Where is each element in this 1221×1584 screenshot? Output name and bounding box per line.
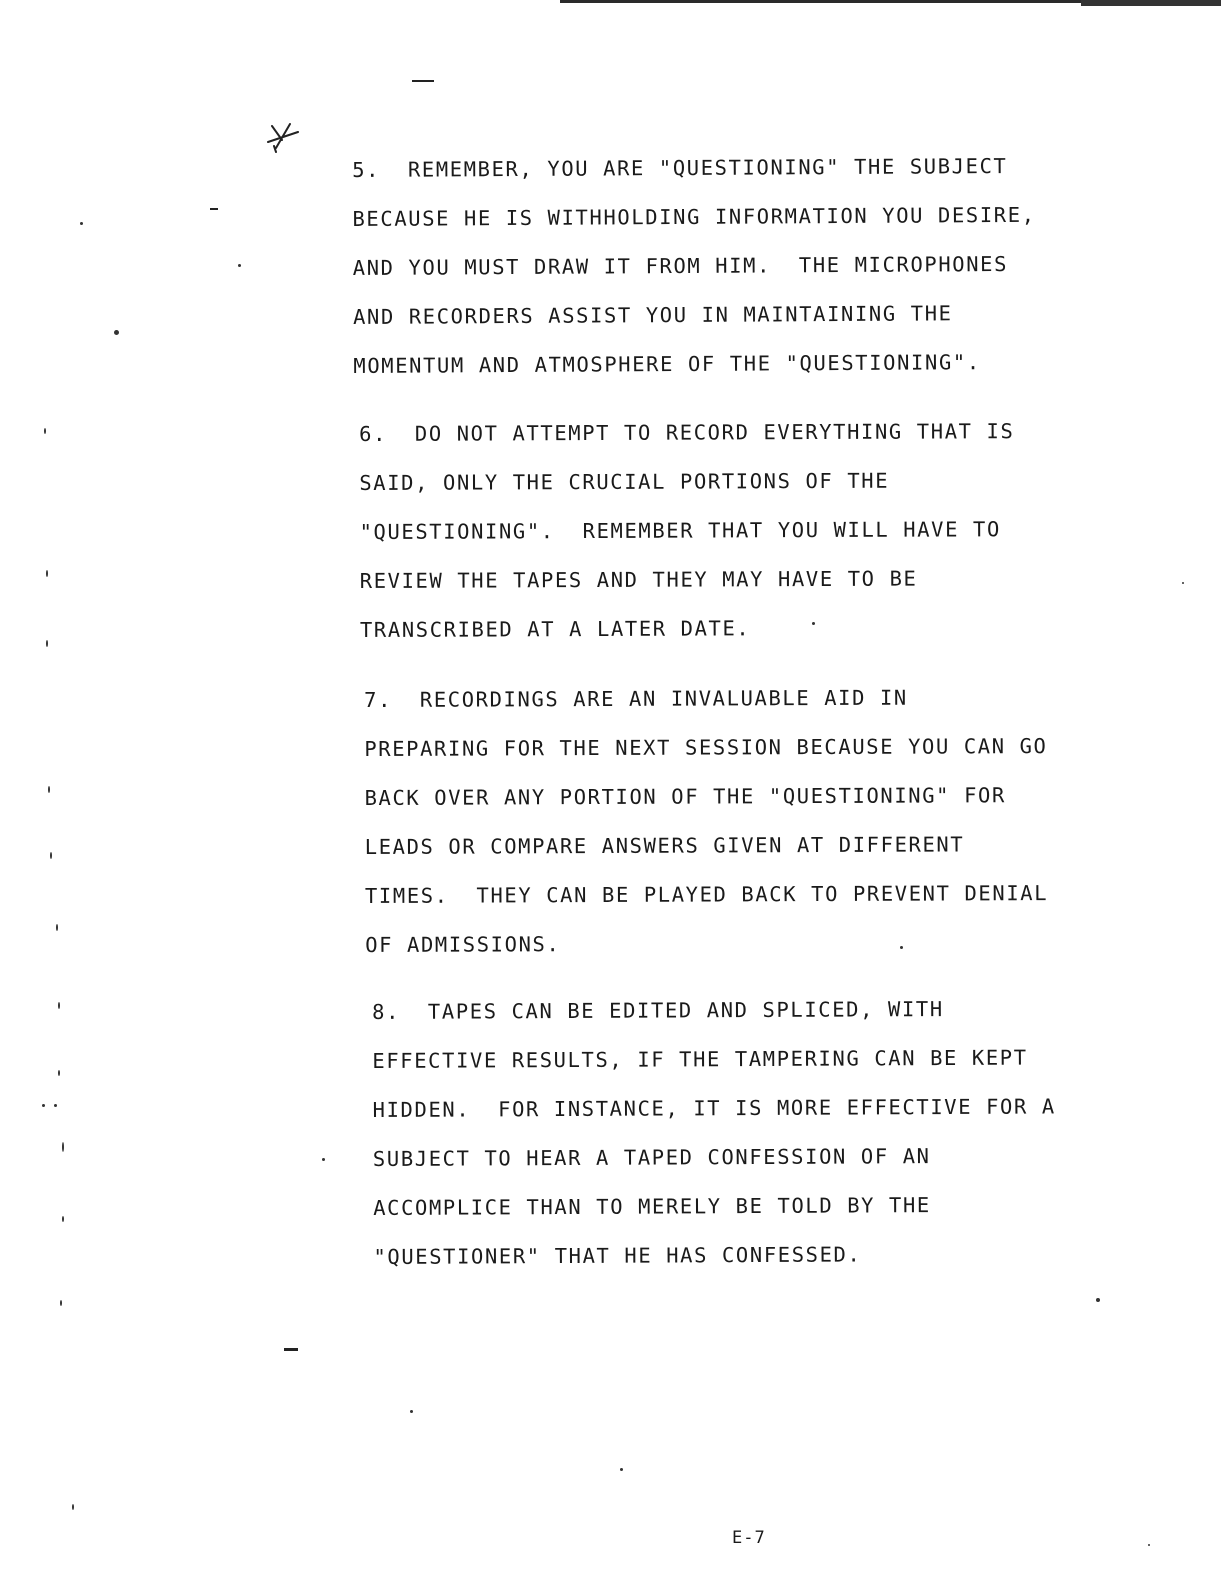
scan-artifact <box>410 1410 413 1413</box>
paragraph-line: BECAUSE HE IS WITHHOLDING INFORMATION YOU DESIRE, <box>352 202 1036 231</box>
scan-artifact <box>46 640 48 647</box>
scan-artifact <box>62 1142 64 1152</box>
scan-artifact <box>80 222 83 225</box>
paragraph-line: ACCOMPLICE THAN TO MERELY BE TOLD BY THE <box>373 1193 931 1220</box>
scan-artifact <box>238 264 241 267</box>
paragraph-line: BACK OVER ANY PORTION OF THE "QUESTIONING" FOR <box>364 783 1006 810</box>
scan-artifact <box>620 1468 623 1471</box>
paragraph-line: LEADS OR COMPARE ANSWERS GIVEN AT DIFFERENT <box>364 832 965 859</box>
page-number: E-7 <box>732 1528 766 1548</box>
scan-artifact <box>210 208 218 210</box>
scan-artifact <box>44 428 46 434</box>
paragraph-line: TIMES. THEY CAN BE PLAYED BACK TO PREVENT DENIAL <box>364 881 1049 908</box>
paragraph-6 <box>359 407 1140 655</box>
paragraph-line: 8. TAPES CAN BE EDITED AND SPLICED, WITH <box>372 997 944 1024</box>
paragraph-line: 7. RECORDINGS ARE AN INVALUABLE AID IN <box>364 685 908 712</box>
paragraph-line: SAID, ONLY THE CRUCIAL PORTIONS OF THE <box>359 468 890 495</box>
scan-artifact <box>1182 582 1184 584</box>
paragraph-line: 6. DO NOT ATTEMPT TO RECORD EVERYTHING THAT IS <box>359 419 1015 446</box>
paragraph-line: AND RECORDERS ASSIST YOU IN MAINTAINING THE <box>352 301 953 329</box>
paragraph-line: MOMENTUM AND ATMOSPHERE OF THE "QUESTIONING". <box>353 350 981 378</box>
scan-artifact <box>322 1158 325 1161</box>
paragraph-line: AND YOU MUST DRAW IT FROM HIM. THE MICROPHONES <box>352 251 1009 280</box>
scan-artifact <box>72 1504 74 1510</box>
scan-top-edge-corner <box>1081 0 1221 6</box>
paragraph-line: "QUESTIONER" THAT HE HAS CONFESSED. <box>373 1242 862 1269</box>
scan-artifact <box>60 1300 62 1306</box>
paragraph-line: HIDDEN. FOR INSTANCE, IT IS MORE EFFECTIVE FOR A <box>372 1094 1056 1122</box>
scan-artifact <box>284 1348 298 1351</box>
scan-artifact <box>1096 1298 1100 1302</box>
paragraph-line: 5. REMEMBER, YOU ARE "QUESTIONING" THE SUBJECT <box>352 153 1008 182</box>
scan-artifact <box>46 570 48 577</box>
handwritten-margin-mark-icon <box>262 118 302 158</box>
scan-artifact <box>62 1216 64 1222</box>
scan-artifact <box>42 1104 45 1107</box>
paragraph-5 <box>352 141 1133 391</box>
paragraph-line: EFFECTIVE RESULTS, IF THE TAMPERING CAN BE KEPT <box>372 1045 1028 1073</box>
paragraph-line: TRANSCRIBED AT A LATER DATE. <box>359 616 751 642</box>
scan-artifact <box>56 924 58 931</box>
paragraph-line: PREPARING FOR THE NEXT SESSION BECAUSE YOU CAN GO <box>364 734 1048 761</box>
scan-artifact <box>900 946 903 949</box>
scan-artifact <box>50 852 52 859</box>
scan-artifact <box>114 330 119 335</box>
scan-artifact <box>54 1104 57 1107</box>
scan-artifact <box>1148 1544 1150 1546</box>
scan-artifact <box>58 1002 60 1009</box>
scan-artifact <box>58 1070 60 1076</box>
scan-artifact <box>412 80 434 82</box>
paragraph-line: "QUESTIONING". REMEMBER THAT YOU WILL HAVE TO <box>359 517 1001 544</box>
paragraph-line: SUBJECT TO HEAR A TAPED CONFESSION OF AN <box>372 1144 931 1171</box>
scan-artifact <box>48 786 50 793</box>
paragraph-7 <box>364 673 1145 970</box>
paragraph-line: OF ADMISSIONS. <box>365 932 561 957</box>
paragraph-8 <box>372 984 1154 1282</box>
scan-artifact <box>812 622 815 625</box>
paragraph-line: REVIEW THE TAPES AND THEY MAY HAVE TO BE <box>359 566 918 593</box>
